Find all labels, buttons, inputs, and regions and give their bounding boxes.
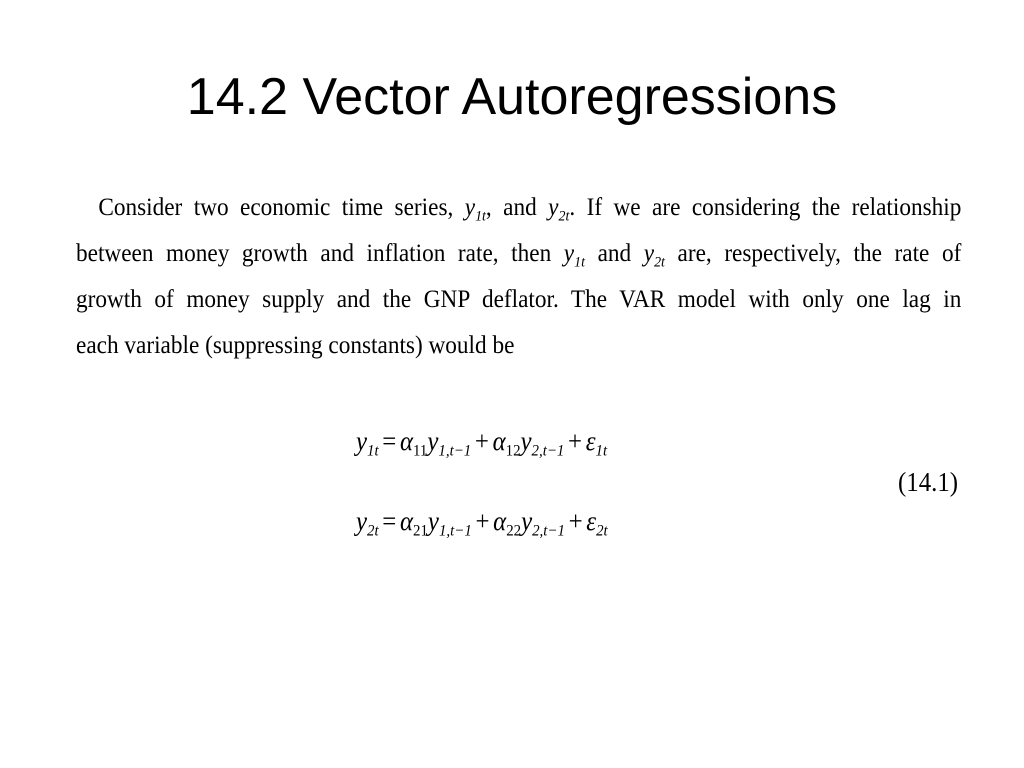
- variable-y2t: $y_{2t}$: [643, 240, 665, 271]
- paragraph-line-3: growth of money supply and the GNP deflator. The VAR model with only one lag in: [76, 286, 962, 313]
- slide-title: 14.2 Vector Autoregressions: [186, 68, 838, 126]
- paragraph-line-1: Consider two economic time series, $y_{1t}$, and $y_{2t}$. If we are considering the relationship: [98, 194, 962, 225]
- paragraph-line-2: between money growth and inflation rate, then $y_{1t}$ and $y_{2t}$ are, respectively, the rate of: [76, 240, 962, 271]
- var-equations: [356, 418, 608, 578]
- equation-number: (14.1): [898, 467, 959, 497]
- equation-2: $y_{2t} = \alpha_{21}y_{1,t-1} + \alpha_{22}y_{2,t-1} + \varepsilon_{2t}$: [356, 506, 608, 540]
- variable-y1t: $y_{1t}$: [563, 240, 585, 271]
- paragraph-line-4: each variable (suppressing constants) would be: [76, 332, 515, 359]
- variable-y2t: $y_{2t}$: [548, 194, 570, 225]
- equation-1: $y_{1t} = \alpha_{11}y_{1,t-1} + \alpha_{12}y_{2,t-1} + \varepsilon_{1t}$: [356, 426, 608, 460]
- body-paragraph: [76, 185, 961, 369]
- variable-y1t: $y_{1t}$: [464, 194, 486, 225]
